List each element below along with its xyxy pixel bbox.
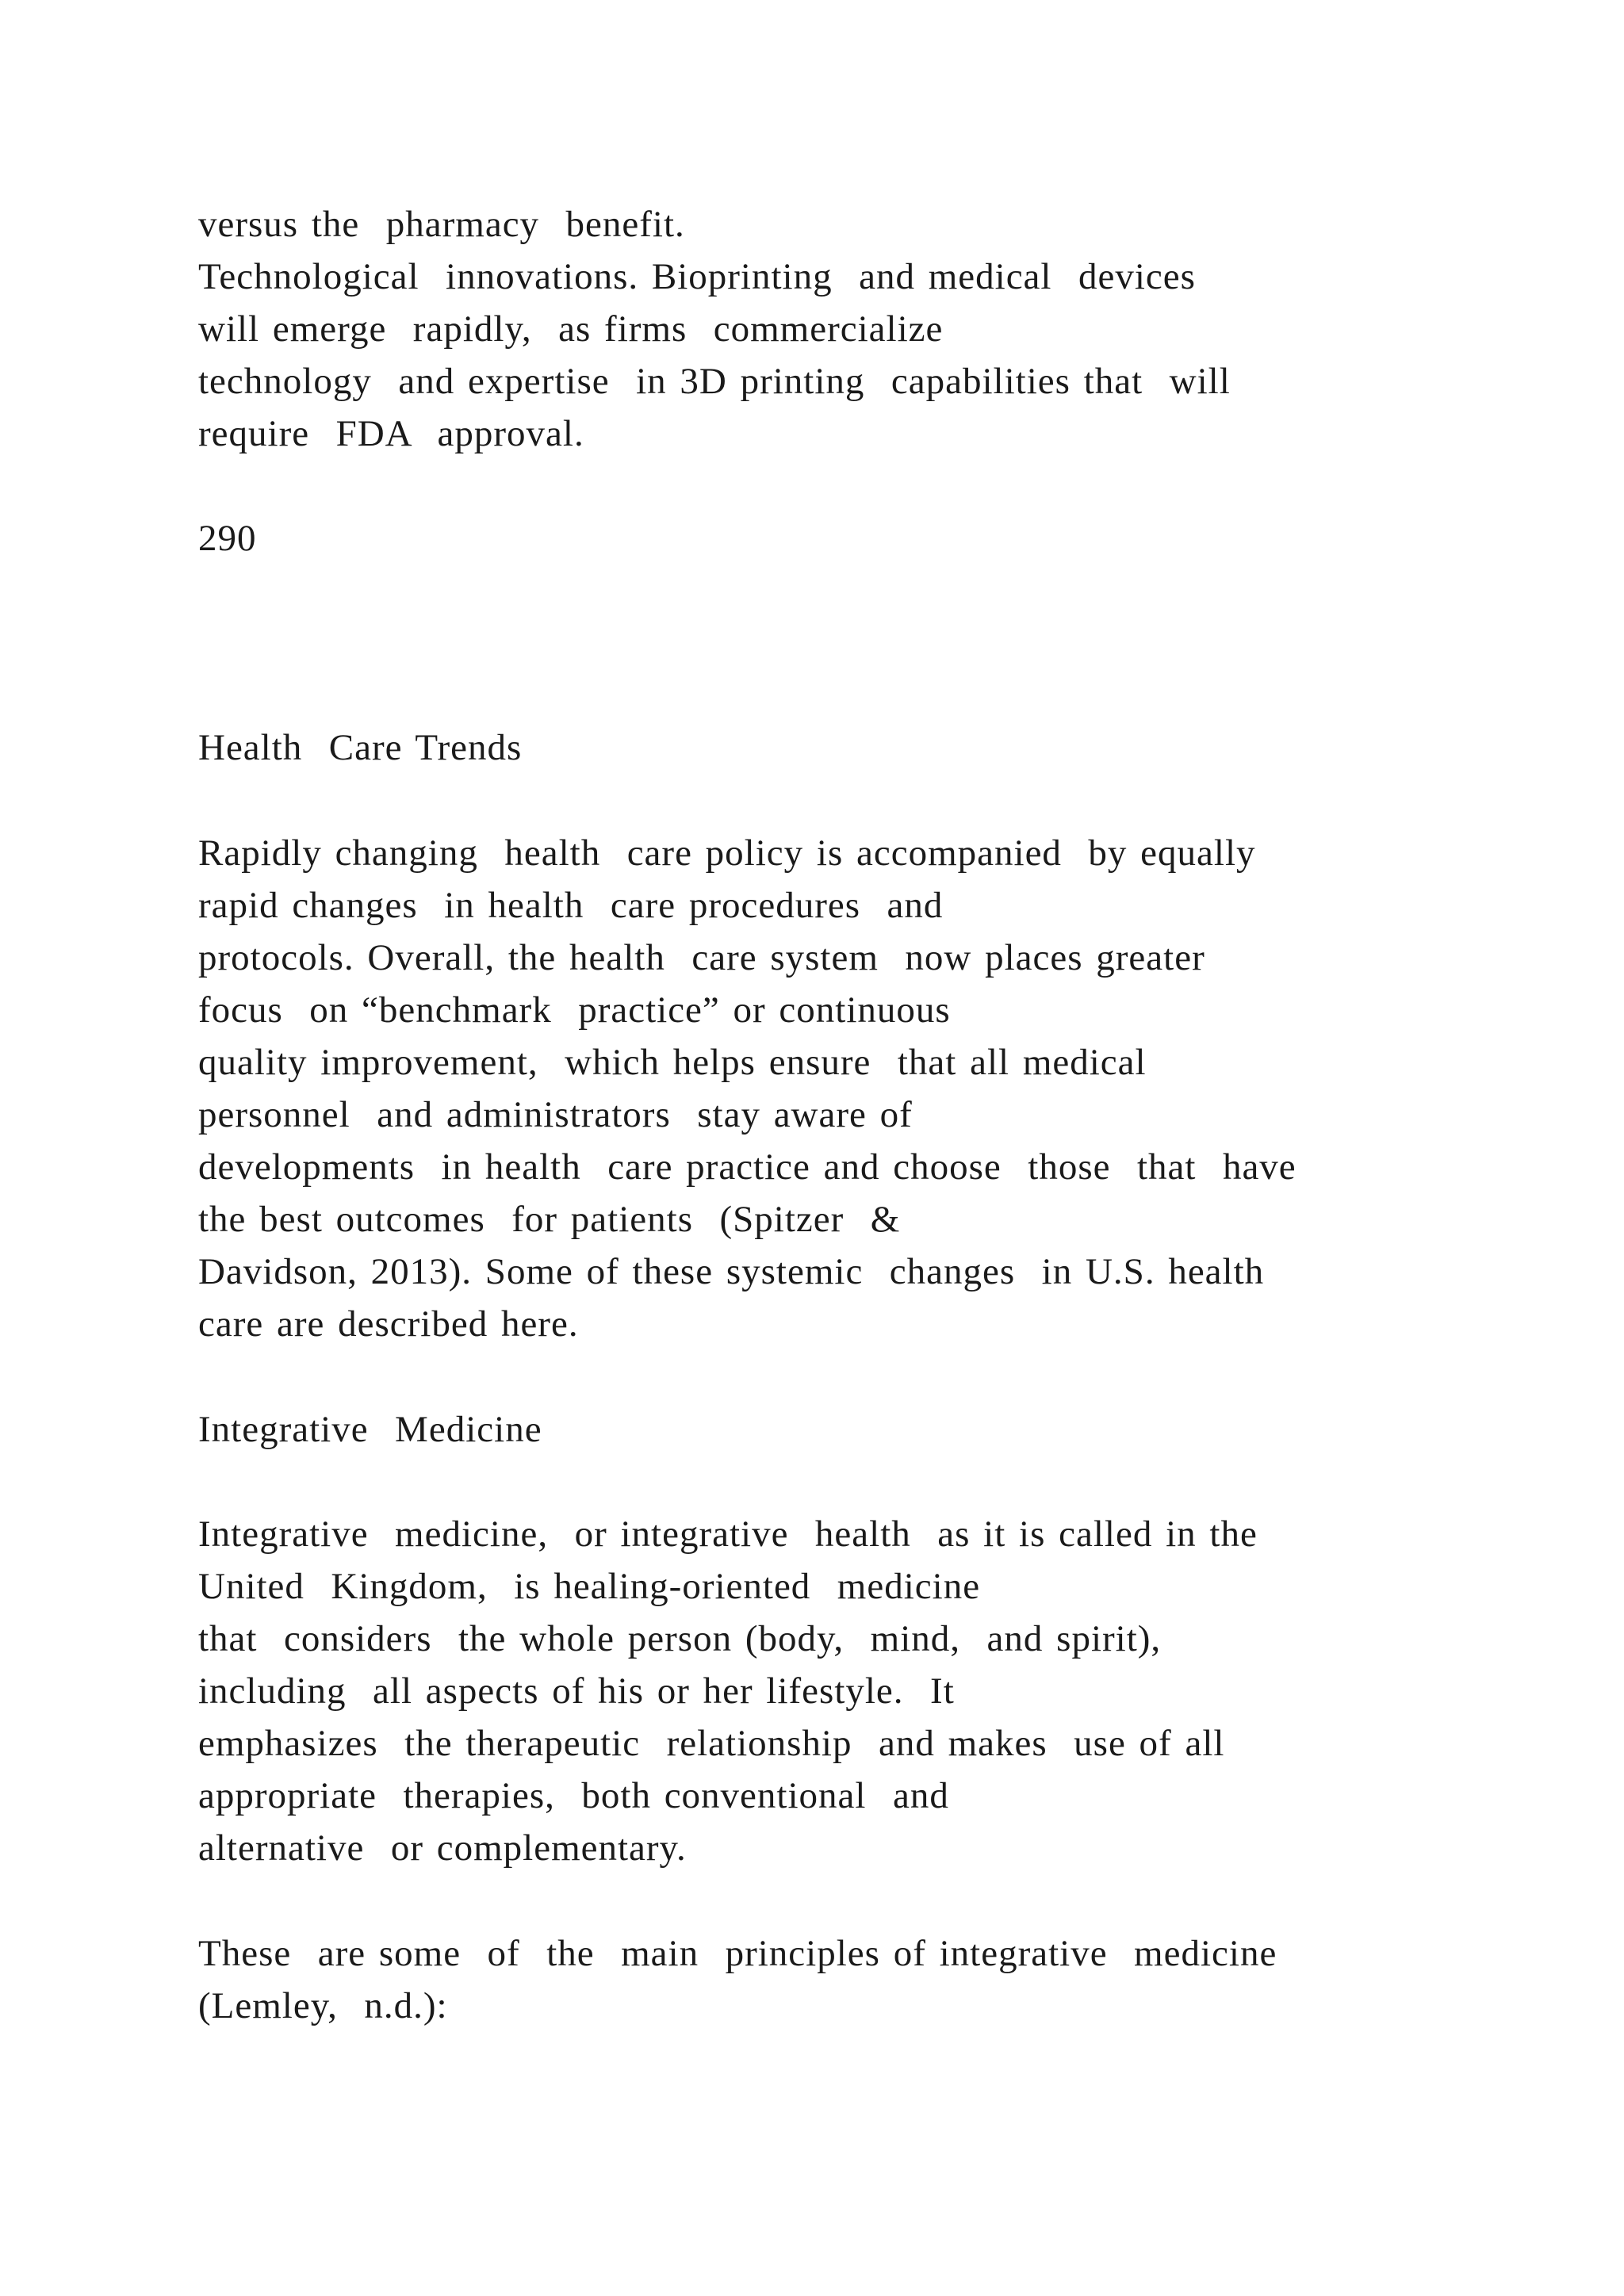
trends-paragraph-line: focus on “benchmark practice” or continuous xyxy=(198,989,951,1031)
trends-paragraph-line: Davidson, 2013). Some of these systemic changes in U.S. health xyxy=(198,1251,1265,1292)
trends-paragraph-line: protocols. Overall, the health care system now places greater xyxy=(198,937,1205,978)
trends-paragraph-line: care are described here. xyxy=(198,1303,579,1345)
principles-intro-line: These are some of the main principles of integrative medicine xyxy=(198,1933,1277,1974)
page-number: 290 xyxy=(198,518,257,559)
integrative-paragraph-line: emphasizes the therapeutic relationship and makes use of all xyxy=(198,1723,1225,1764)
intro-line-3: will emerge rapidly, as firms commercialize xyxy=(198,308,944,350)
integrative-paragraph-line: alternative or complementary. xyxy=(198,1827,687,1869)
trends-paragraph-line: quality improvement, which helps ensure that all medical xyxy=(198,1042,1147,1083)
integrative-paragraph-line: Integrative medicine, or integrative health as it is called in the xyxy=(198,1513,1258,1555)
trends-paragraph-line: developments in health care practice and choose those that have xyxy=(198,1146,1297,1188)
principles-intro-line: (Lemley, n.d.): xyxy=(198,1985,448,2026)
trends-paragraph-line: Rapidly changing health care policy is accompanied by equally xyxy=(198,832,1256,874)
trends-paragraph-line: rapid changes in health care procedures and xyxy=(198,885,944,926)
trends-paragraph-line: personnel and administrators stay aware of xyxy=(198,1094,913,1135)
integrative-paragraph-line: United Kingdom, is healing-oriented medicine xyxy=(198,1566,981,1607)
trends-paragraph-line: the best outcomes for patients (Spitzer & xyxy=(198,1199,901,1240)
intro-line-2: Technological innovations. Bioprinting and medical devices xyxy=(198,256,1196,297)
integrative-paragraph-line: appropriate therapies, both conventional and xyxy=(198,1775,949,1816)
section-heading-integrative-medicine: Integrative Medicine xyxy=(198,1409,542,1450)
section-heading-health-care-trends: Health Care Trends xyxy=(198,727,523,768)
intro-line-1: versus the pharmacy benefit. xyxy=(198,204,685,245)
intro-line-5: require FDA approval. xyxy=(198,413,584,454)
integrative-paragraph-line: including all aspects of his or her lifestyle. It xyxy=(198,1670,955,1712)
integrative-paragraph-line: that considers the whole person (body, mind, and spirit), xyxy=(198,1618,1162,1659)
intro-line-4: technology and expertise in 3D printing capabilities that will xyxy=(198,361,1231,402)
